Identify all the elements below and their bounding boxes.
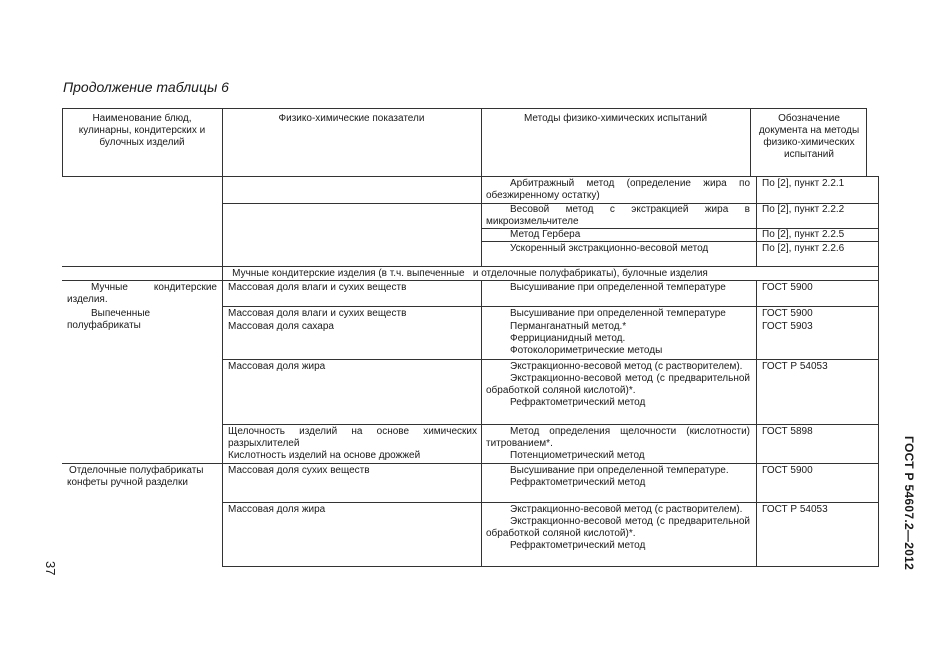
- doc-cell: ГОСТ 5900: [762, 308, 813, 319]
- indicator-cell: Массовая доля жира: [228, 361, 326, 372]
- group-name: Выпеченные полуфабрикаты: [67, 308, 151, 331]
- doc-cell: По [2], пункт 2.2.5: [762, 229, 845, 240]
- method-cell: Ускоренный экстракционно-весовой метод: [510, 243, 709, 254]
- group-name: Отделочные полуфабрикаты конфеты ручной разделки: [67, 465, 204, 488]
- section-title: Мучные кондитерские изделия (в т.ч. выпеченные и отделочные полуфабрикаты), булочные изделия: [232, 268, 708, 279]
- method-cell: Метод определения щелочности (кислотности) титрованием*. Потенциометрический метод: [486, 426, 750, 461]
- document-code: ГОСТ Р 54607.2—2012: [902, 436, 916, 571]
- method-cell: Арбитражный метод (определение жира по обезжиренному остатку): [486, 178, 750, 201]
- method-cell: Высушивание при определенной температуре. Рефрактометрический метод: [510, 465, 729, 488]
- header-indicators: Физико-химические показатели: [278, 113, 425, 124]
- doc-cell: ГОСТ 5903: [762, 321, 813, 332]
- method-cell: Высушивание при определенной температуре: [510, 308, 726, 319]
- group-name: Мучные кондитерские изделия.: [67, 282, 217, 305]
- doc-cell: ГОСТ Р 54053: [762, 504, 828, 515]
- doc-cell: ГОСТ 5900: [762, 282, 813, 293]
- header-document: Обозначение документа на методы физико-химических испытаний: [758, 113, 860, 160]
- indicator-cell: Массовая доля сухих веществ: [228, 465, 370, 476]
- table-caption: Продолжение таблицы 6: [63, 79, 229, 95]
- method-cell: Экстракционно-весовой метод (с растворителем). Экстракционно-весовой метод (с предварительной обработкой соляной кислотой)*. Рефрактометрический метод: [486, 361, 750, 408]
- doc-cell: По [2], пункт 2.2.2: [762, 204, 845, 215]
- page-number: 37: [43, 561, 58, 576]
- method-cell: Весовой метод с экстракцией жира в микроизмельчителе: [486, 204, 750, 227]
- method-cell: Метод Гербера: [510, 229, 581, 240]
- header-name: Наименование блюд, кулинарны, кондитерских и булочных изделий: [78, 113, 206, 148]
- doc-cell: По [2], пункт 2.2.1: [762, 178, 845, 189]
- header-methods: Методы физико-химических испытаний: [523, 113, 708, 124]
- doc-cell: ГОСТ 5900: [762, 465, 813, 476]
- indicator-cell: Массовая доля жира: [228, 504, 326, 515]
- doc-cell: ГОСТ Р 54053: [762, 361, 828, 372]
- method-cell: Перманганатный метод.* Феррицианидный метод. Фотоколориметрические методы: [510, 321, 663, 356]
- indicator-cell: Массовая доля влаги и сухих веществ: [228, 282, 407, 293]
- indicator-cell: Массовая доля влаги и сухих веществ: [228, 308, 407, 319]
- indicator-cell: Щелочность изделий на основе химических разрыхлителей Кислотность изделий на основе дрожжей: [228, 426, 477, 461]
- method-cell: Высушивание при определенной температуре: [510, 282, 726, 293]
- doc-cell: По [2], пункт 2.2.6: [762, 243, 845, 254]
- indicator-cell: Массовая доля сахара: [228, 321, 334, 332]
- doc-cell: ГОСТ 5898: [762, 426, 813, 437]
- method-cell: Экстракционно-весовой метод (с растворителем). Экстракционно-весовой метод (с предварительной обработкой соляной кислотой)*. Рефрактометрический метод: [486, 504, 750, 551]
